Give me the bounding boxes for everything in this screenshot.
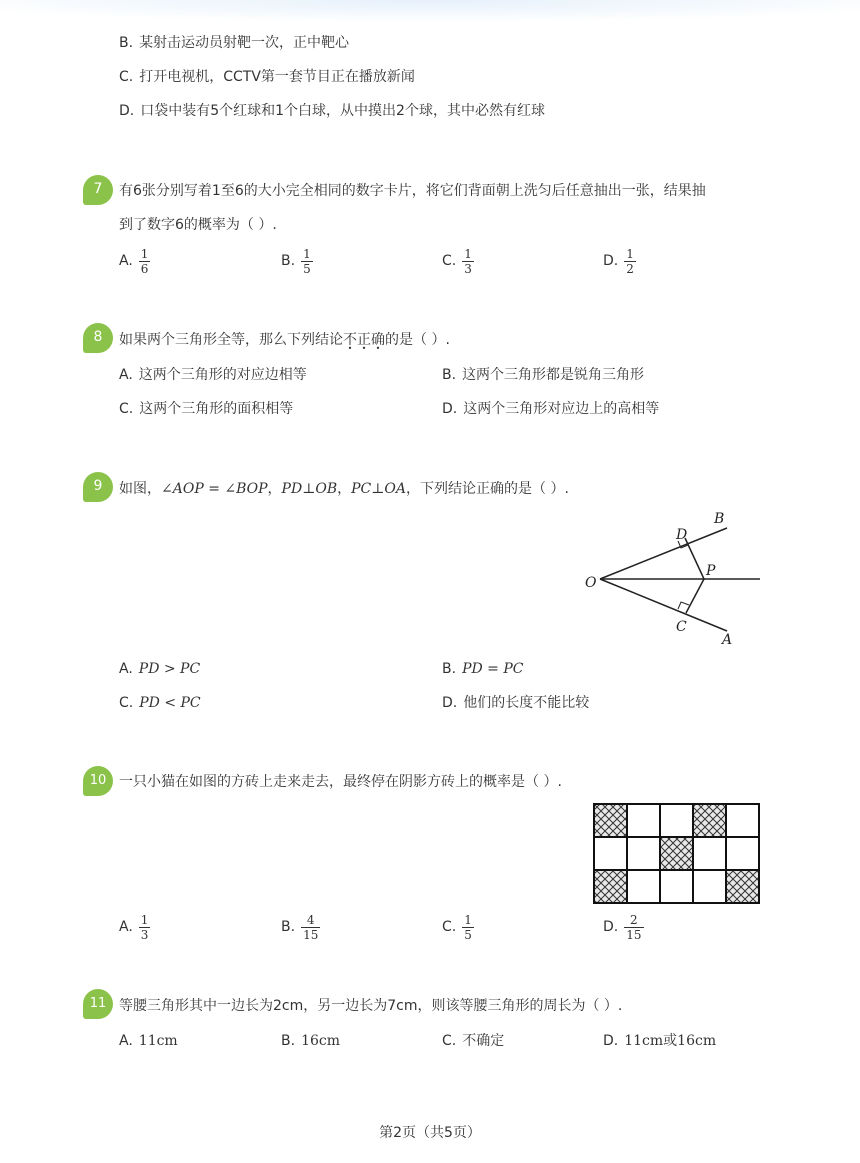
fraction-numerator: 1 (140, 912, 149, 927)
option-letter: D. (442, 695, 458, 711)
shaded-tile (594, 870, 627, 903)
plain-tile (627, 870, 660, 903)
option-letter: D. (119, 103, 135, 119)
plain-tile (726, 837, 759, 870)
fraction-denominator: 5 (303, 261, 311, 276)
page-footer: 第2页（共5页） (379, 1125, 481, 1141)
q9-number-badge: 9 (83, 472, 113, 502)
option-letter: B. (281, 253, 296, 269)
q9-option-b (442, 659, 523, 679)
q11-number-badge: 11 (83, 989, 113, 1019)
q9-angle-figure (580, 505, 770, 650)
q7-option-d (603, 243, 636, 279)
q10-option-d (603, 909, 644, 945)
q10-option-a (119, 909, 150, 945)
q10-option-b (281, 909, 320, 945)
label-b: B (714, 511, 725, 527)
fraction (139, 247, 151, 276)
fraction (624, 913, 643, 942)
q11-option-d (603, 1031, 716, 1051)
option-letter: B. (119, 35, 134, 51)
stem-text: 如果两个三角形全等，那么下列结论 (119, 332, 343, 348)
fraction (624, 247, 636, 276)
option-text: 口袋中装有5个红球和1个白球，从中摸出2个球，其中必然有红球 (140, 103, 545, 119)
q9-stem (119, 479, 569, 499)
q11-option-a (119, 1031, 178, 1051)
option-letter: C. (119, 401, 134, 417)
fraction-numerator: 1 (303, 246, 311, 261)
q8-option-c (119, 399, 293, 419)
option-text: PD > PC (138, 661, 201, 677)
q11-option-b (281, 1031, 340, 1051)
option-letter: A. (119, 1033, 133, 1049)
label-c: C (676, 619, 687, 635)
math-condition: PD⊥OB (281, 481, 338, 497)
option-letter: A. (119, 919, 133, 935)
plain-tile (627, 837, 660, 870)
segment-pd (685, 538, 704, 579)
plain-tile (693, 870, 726, 903)
q7-number-badge: 7 (83, 175, 113, 205)
plain-tile (594, 837, 627, 870)
option-text: 不确定 (462, 1033, 505, 1049)
fraction (301, 247, 313, 276)
shaded-tile (660, 837, 693, 870)
plain-tile (660, 804, 693, 837)
shaded-tile (726, 870, 759, 903)
option-letter: D. (603, 253, 619, 269)
option-letter: A. (119, 367, 133, 383)
fraction (462, 247, 474, 276)
q7-stem-line2: 到了数字6的概率为（ ）. (119, 217, 277, 233)
stem-text: 如图， (119, 481, 161, 497)
option-text: 他们的长度不能比较 (463, 695, 590, 711)
fraction-numerator: 1 (464, 246, 472, 261)
q9-option-a (119, 659, 200, 679)
option-text: 某射击运动员射靶一次，正中靶心 (139, 35, 350, 51)
fraction-numerator: 4 (301, 913, 320, 928)
label-p: P (706, 563, 716, 579)
option-text: PD < PC (139, 695, 201, 711)
q6-option-b (119, 33, 349, 53)
option-letter: C. (442, 253, 457, 269)
fraction-denominator: 15 (626, 927, 642, 942)
fraction-numerator: 1 (464, 912, 472, 927)
fraction-numerator: 1 (140, 246, 149, 261)
fraction (301, 913, 320, 942)
shaded-tile (594, 804, 627, 837)
q9-option-c (119, 693, 201, 713)
q9-option-d (442, 693, 589, 713)
q8-stem (119, 330, 450, 350)
q10-number-badge: 10 (83, 766, 113, 796)
fraction-denominator: 2 (626, 261, 634, 276)
q11-stem: 等腰三角形其中一边长为2cm，另一边长为7cm，则该等腰三角形的周长为（ ）. (119, 998, 623, 1014)
stem-text: ，下列结论正确的是（ ）. (406, 481, 569, 497)
fraction (462, 913, 474, 942)
option-letter: A. (119, 253, 133, 269)
q7-stem-line1: 有6张分别写着1至6的大小完全相同的数字卡片，将它们背面朝上洗匀后任意抽出一张，结果抽 (119, 183, 706, 199)
q10-stem: 一只小猫在如图的方砖上走来走去，最终停在阴影方砖上的概率是（ ）. (119, 774, 562, 790)
option-text: 这两个三角形对应边上的高相等 (463, 401, 660, 417)
option-letter: B. (281, 1033, 296, 1049)
fraction-numerator: 2 (624, 913, 643, 928)
top-banner (0, 0, 860, 22)
label-o: O (585, 575, 597, 591)
right-angle-mark-c (678, 602, 689, 609)
fraction-denominator: 3 (140, 927, 149, 942)
plain-tile (627, 804, 660, 837)
option-text: 打开电视机，CCTV第一套节目正在播放新闻 (139, 69, 415, 85)
ray-oa (600, 579, 727, 631)
label-a: A (722, 632, 733, 648)
fraction (139, 913, 151, 942)
q7-option-a (119, 243, 150, 279)
stem-separator: ， (337, 481, 352, 497)
q6-option-c (119, 67, 415, 87)
option-letter: B. (442, 661, 457, 677)
fraction-denominator: 6 (140, 261, 149, 276)
q8-option-b (442, 365, 644, 385)
q10-tile-grid (593, 803, 763, 907)
option-letter: D. (603, 1033, 619, 1049)
option-text: 11cm (138, 1033, 178, 1049)
option-text: 16cm (301, 1033, 340, 1049)
option-text: 这两个三角形的对应边相等 (138, 367, 307, 383)
stem-text: 的是（ ）. (385, 332, 450, 348)
plain-tile (693, 837, 726, 870)
math-condition: PC⊥OA (351, 481, 407, 497)
option-letter: B. (442, 367, 457, 383)
q8-number-badge: 8 (83, 323, 113, 353)
fraction-denominator: 5 (464, 927, 472, 942)
option-text: 这两个三角形的面积相等 (139, 401, 294, 417)
q6-option-d (119, 101, 545, 121)
q8-option-a (119, 365, 307, 385)
fraction-denominator: 15 (303, 927, 319, 942)
option-letter: C. (119, 695, 134, 711)
emphasis-char: 不 (343, 332, 357, 348)
q8-option-d (442, 399, 659, 419)
fraction-numerator: 1 (626, 246, 634, 261)
label-d: D (676, 527, 688, 543)
plain-tile (660, 870, 693, 903)
math-condition: ∠AOP = ∠BOP (161, 481, 268, 497)
shaded-tile (693, 804, 726, 837)
q11-option-c (442, 1031, 504, 1051)
option-text: 这两个三角形都是锐角三角形 (462, 367, 645, 383)
option-text: 11cm或16cm (624, 1033, 717, 1049)
fraction-denominator: 3 (464, 261, 472, 276)
stem-separator: ， (267, 481, 282, 497)
option-letter: B. (281, 919, 296, 935)
q7-option-c (442, 243, 474, 279)
option-letter: C. (442, 919, 457, 935)
option-letter: D. (442, 401, 458, 417)
emphasis-char: 确 (371, 332, 385, 348)
plain-tile (726, 804, 759, 837)
q7-option-b (281, 243, 313, 279)
segment-pc (686, 579, 704, 613)
emphasis-char: 正 (357, 332, 371, 348)
option-letter: A. (119, 661, 133, 677)
q10-option-c (442, 909, 474, 945)
option-letter: D. (603, 919, 619, 935)
option-letter: C. (119, 69, 134, 85)
option-letter: C. (442, 1033, 457, 1049)
option-text: PD = PC (462, 661, 524, 677)
